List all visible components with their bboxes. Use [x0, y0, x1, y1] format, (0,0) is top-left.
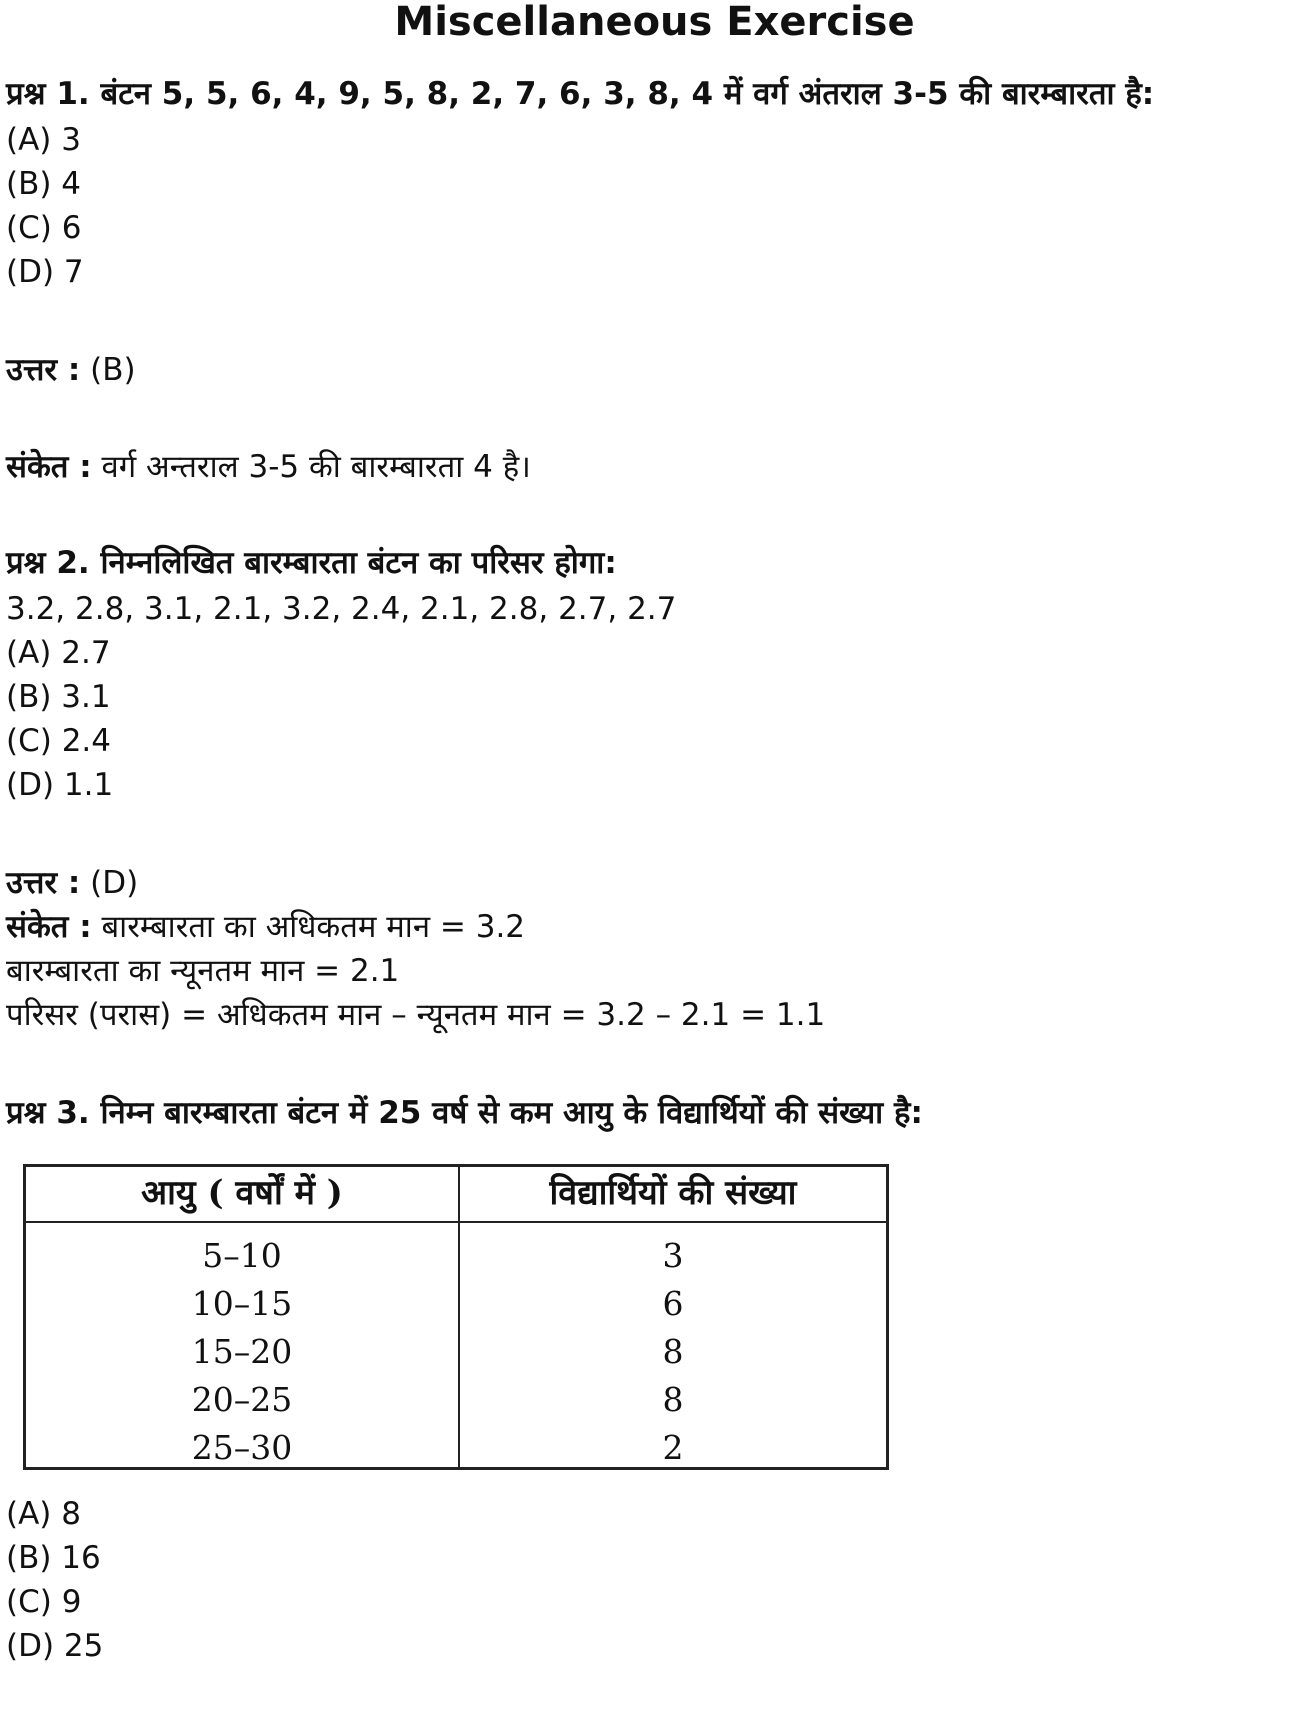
q2-hint-label: संकेत :	[6, 909, 92, 945]
table-cell-age: 20–25	[191, 1380, 293, 1419]
table-cell-count: 8	[662, 1380, 684, 1419]
q1-option-d: (D) 7	[6, 254, 84, 290]
q2-hint	[6, 909, 525, 945]
q2-hint-line-2: बारम्बारता का न्यूनतम मान = 2.1	[6, 953, 400, 989]
question-1-text: प्रश्न 1. बंटन 5, 5, 6, 4, 9, 5, 8, 2, 7, 6, 3, 8, 4 में वर्ग अंतराल 3-5 की बारम्बारता है:	[6, 76, 1155, 112]
q1-answer	[6, 352, 136, 388]
q1-answer-label: उत्तर :	[6, 352, 81, 388]
table-cell-age: 25–30	[191, 1428, 293, 1467]
q2-option-c: (C) 2.4	[6, 723, 111, 759]
q2-hint-line-1: बारम्बारता का अधिकतम मान = 3.2	[101, 909, 526, 945]
age-frequency-table	[23, 1164, 889, 1470]
q1-answer-value: (B)	[90, 352, 136, 388]
table-header-age: आयु ( वर्षों में )	[141, 1173, 343, 1213]
table-cell-age: 15–20	[191, 1332, 293, 1371]
table-cell-count: 2	[662, 1428, 684, 1467]
q3-option-d: (D) 25	[6, 1628, 104, 1664]
q3-option-a: (A) 8	[6, 1496, 81, 1532]
table-header-divider	[26, 1221, 886, 1223]
table-cell-count: 3	[662, 1236, 684, 1275]
table-cell-age: 10–15	[191, 1284, 293, 1323]
q2-answer-label: उत्तर :	[6, 865, 81, 901]
q1-option-b: (B) 4	[6, 166, 82, 202]
q1-hint-text: वर्ग अन्तराल 3-5 की बारम्बारता 4 है।	[101, 449, 531, 485]
q1-option-c: (C) 6	[6, 210, 82, 246]
table-cell-count: 8	[662, 1332, 684, 1371]
q2-hint-line-3: परिसर (परास) = अधिकतम मान – न्यूनतम मान = 3.2 – 2.1 = 1.1	[6, 997, 826, 1033]
q2-option-b: (B) 3.1	[6, 679, 111, 715]
table-cell-age: 5–10	[202, 1236, 282, 1275]
q3-option-b: (B) 16	[6, 1540, 101, 1576]
q2-option-a: (A) 2.7	[6, 635, 111, 671]
q3-option-c: (C) 9	[6, 1584, 82, 1620]
q1-hint	[6, 449, 531, 485]
q2-data: 3.2, 2.8, 3.1, 2.1, 3.2, 2.4, 2.1, 2.8, 2.7, 2.7	[6, 591, 677, 627]
q2-option-d: (D) 1.1	[6, 767, 114, 803]
q1-option-a: (A) 3	[6, 122, 81, 158]
q1-hint-label: संकेत :	[6, 449, 92, 485]
question-3-text: प्रश्न 3. निम्न बारम्बारता बंटन में 25 वर्ष से कम आयु के विद्यार्थियों की संख्या है:	[6, 1095, 923, 1131]
page-title: Miscellaneous Exercise	[394, 0, 915, 45]
table-header-students: विद्यार्थियों की संख्या	[549, 1173, 797, 1213]
question-2-text: प्रश्न 2. निम्नलिखित बारम्बारता बंटन का परिसर होगा:	[6, 545, 617, 581]
q2-answer	[6, 865, 138, 901]
q2-answer-value: (D)	[90, 865, 139, 901]
table-cell-count: 6	[662, 1284, 684, 1323]
